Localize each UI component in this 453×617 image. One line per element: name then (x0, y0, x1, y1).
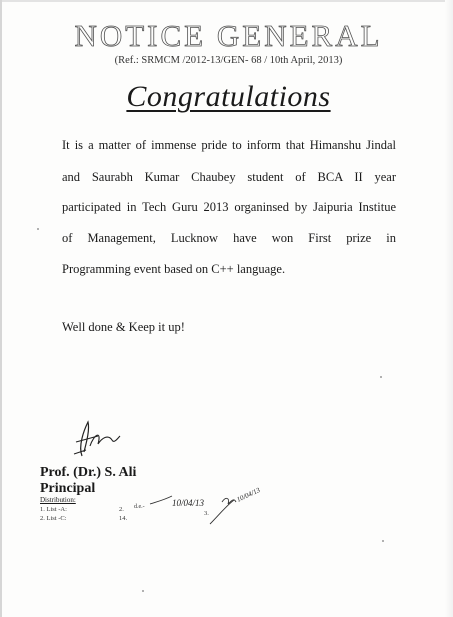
handwritten-note-mark (208, 484, 278, 528)
handwritten-date-mark (132, 484, 212, 520)
scan-edge-top (2, 0, 453, 2)
distribution-item: 2. (119, 506, 124, 513)
principal-signature (68, 416, 128, 460)
distribution-item: 3. (204, 510, 209, 517)
distribution-item: 14. (119, 515, 128, 522)
scan-speck (37, 228, 39, 230)
body-line-5: Programming event based on C++ language. (62, 262, 286, 276)
closing-remark: Well done & Keep it up! (62, 320, 185, 334)
body-line-1: It is a matter of immense pride to inform that Himanshu Jindal (62, 138, 396, 152)
scan-speck (382, 540, 384, 542)
scan-speck (380, 376, 382, 378)
reference-line: (Ref.: SRMCM /2012-13/GEN- 68 / 10th April, 2013) (114, 55, 343, 66)
distribution-heading: Distribution: (40, 496, 76, 504)
body-line-3: participated in Tech Guru 2013 organinsed by Jaipuria Institue (62, 200, 396, 214)
svg-text:d.e.-: d.e.- (134, 504, 145, 510)
handwritten-date: 10/04/13 (172, 498, 205, 508)
signatory-name: Prof. (Dr.) S. Ali (40, 465, 137, 480)
distribution-item: 1. List -A: (40, 506, 67, 513)
body-line-2: and Saurabh Kumar Chaubey student of BCA II year (62, 170, 396, 184)
handwritten-note: 10/04/13 (235, 486, 262, 504)
signatory-title: Principal (40, 481, 96, 496)
congratulations-headline: Congratulations (126, 80, 331, 113)
notice-title: NOTICE GENERAL (74, 18, 383, 53)
scan-speck (142, 590, 144, 592)
distribution-item: 2. List -C: (40, 515, 67, 522)
body-line-4: of Management, Lucknow have won First prize in (62, 231, 396, 245)
